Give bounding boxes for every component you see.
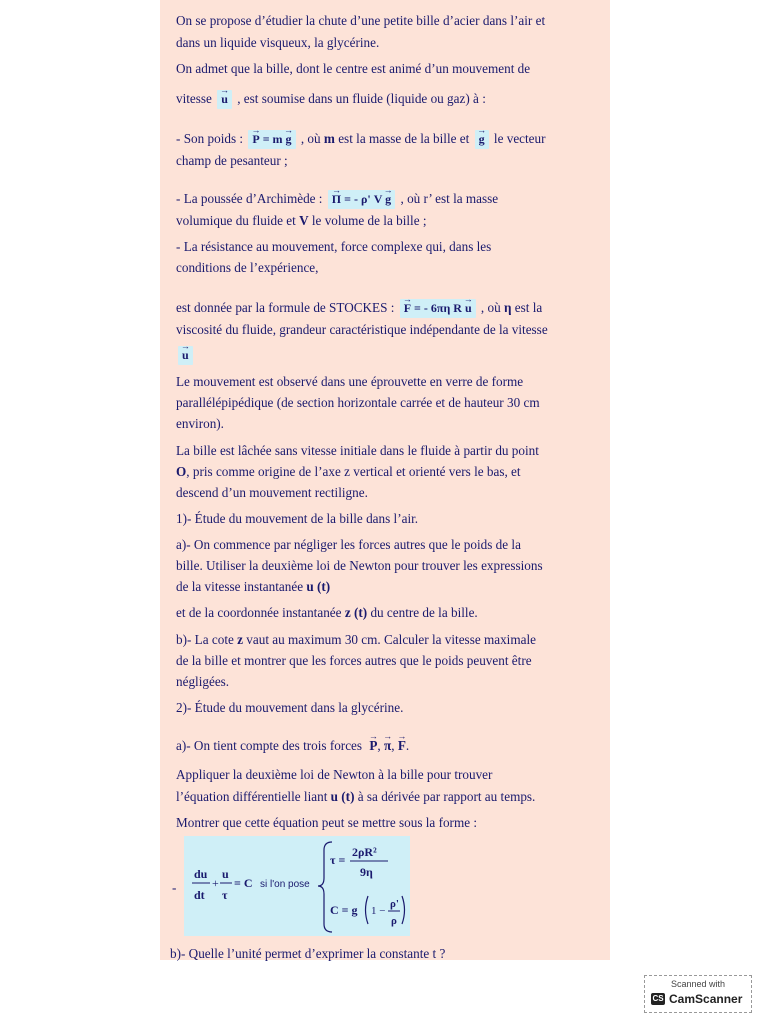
text-line: a)- On tient compte des trois forces → P, → π, → F. [176,737,409,754]
text-fragment: , où [480,300,501,315]
text-fragment: à sa dérivée par rapport au temps. [357,789,536,804]
c-one-minus: 1 − [371,905,386,917]
eq-equals-c: = C [234,876,253,890]
vector-pi: → π [384,737,391,754]
text-fragment: - La poussée d’Archimède : [176,191,323,206]
text-fragment: z [237,632,243,647]
text-line: b)- Quelle l’unité permet d’exprimer la constante t ? [170,946,446,961]
text-fragment: O [176,464,187,479]
text-fragment: vitesse [176,91,212,106]
text-fragment: le volume de la bille ; [311,213,427,228]
text-line [176,631,536,648]
text-fragment: l’équation différentielle liant [176,789,328,804]
text-fragment: b)- La cote [176,632,234,647]
c-numerator: ρ' [390,898,399,910]
camscanner-logo-icon: CS [652,994,664,1003]
eq-plus: + [212,876,219,890]
text-line: champ de pesanteur ; [176,153,288,168]
text-line: 2)- Étude du mouvement dans la glycérine. [176,700,404,715]
vector-g: → g [286,131,292,148]
vector-u: → u [465,300,472,317]
eq-dt: dt [194,888,205,902]
text-line: Montrer que cette équation peut se mettre sous la forme : [176,815,478,830]
text-line: 1)- Étude du mouvement de la bille dans l’air. [176,511,419,526]
eq-condition: si l'on pose [260,879,310,890]
camscanner-watermark [644,975,752,1013]
paren-left [366,896,369,924]
text-fragment: est la [514,300,543,315]
text-fragment: , est soumise dans un fluide (liquide ou gaz) à : [237,91,486,106]
text-fragment: , pris comme origine de l’axe z vertical et orienté vers le bas, et [186,464,521,479]
text-fragment: de la vitesse instantanée [176,579,304,594]
text-fragment: u (t) [330,789,355,804]
text-fragment: - Son poids : [176,131,244,146]
vector-u-formula [178,346,193,365]
tau-lhs: τ = [330,853,346,867]
text-line [176,190,498,209]
archimedes-formula [328,190,395,209]
text-fragment: V [299,213,309,228]
text-fragment: volumique du fluide et [176,213,296,228]
text-line: dans un liquide visqueux, la glycérine. [176,35,380,50]
weight-formula [248,130,295,149]
text-line: conditions de l’expérience, [176,260,319,275]
text-line: négligées. [176,674,230,689]
text-fragment: a)- On tient compte des trois forces [176,738,363,753]
text-fragment: et de la coordonnée instantanée [176,605,342,620]
vector-u: → u [221,91,228,108]
text-fragment: le vecteur [493,131,546,146]
text-fragment: m [323,131,335,146]
text-fragment: η [504,300,512,315]
eq-tau: τ [222,888,228,902]
text-line [176,299,542,318]
watermark-brand: CamScanner [669,992,743,1006]
text-line: de la bille et montrer que les forces autres que le poids peuvent être [176,653,532,668]
vector-g-formula [475,130,489,149]
vector-g: → g [385,191,391,208]
text-fragment: , où r’ est la masse [400,191,499,206]
text-line: descend d’un mouvement rectiligne. [176,485,368,500]
c-denominator: ρ [391,915,397,927]
eq-u: u [222,867,229,881]
stokes-formula [400,299,476,318]
text-line: a)- On commence par négliger les forces autres que le poids de la [176,537,521,552]
vector-Pi: → Π [332,191,341,208]
text-fragment: u (t) [306,579,331,594]
text-line: On se propose d’étudier la chute d’une petite bille d’acier dans l’air et [176,13,546,28]
vector-F: → F [404,300,411,317]
text-line [176,90,486,109]
tau-denominator: 9η [360,865,373,879]
text-line [176,788,535,805]
eq-dash: - [172,880,177,895]
formula-part: = - 6πη R [414,301,462,316]
differential-equation [184,836,410,936]
text-line: viscosité du fluide, grandeur caractéristique indépendante de la vitesse [176,322,548,337]
text-line: Appliquer la deuxième loi de Newton à la bille pour trouver [176,767,493,782]
vector-P: → P [252,131,259,148]
text-line [176,346,195,365]
tau-numerator: 2ρR² [352,845,377,859]
formula-part: = - ρ' V [344,192,383,207]
vector-u-formula [217,90,232,109]
watermark-caption: Scanned with [670,979,726,989]
text-line: Le mouvement est observé dans une éprouvette en verre de forme [176,374,524,389]
text-line: parallélépipédique (de section horizontale carrée et de hauteur 30 cm [176,395,540,410]
text-line [176,130,546,149]
text-fragment: du centre de la bille. [370,605,478,620]
differential-equation-box [184,836,410,936]
paren-right [402,896,405,924]
vector-g: → g [479,131,485,148]
text-line [176,604,478,621]
c-lhs: C = g [330,903,358,917]
text-line [176,578,330,595]
text-fragment: , où [300,131,321,146]
text-line: environ). [176,416,224,431]
text-line: - La résistance au mouvement, force complexe qui, dans les [176,239,492,254]
text-line: bille. Utiliser la deuxième loi de Newton pour trouver les expressions [176,558,543,573]
vector-P: → P [369,737,377,754]
text-line [176,463,521,480]
formula-part: = [262,132,273,147]
text-line: On admet que la bille, dont le centre est animé d’un mouvement de [176,61,531,76]
text-line [176,212,427,229]
text-line: La bille est lâchée sans vitesse initiale dans le fluide à partir du point [176,443,539,458]
text-fragment: z (t) [344,605,368,620]
vector-F: → F [398,737,406,754]
formula-part: m [272,132,283,147]
vector-u: → u [182,347,189,364]
text-fragment: vaut au maximum 30 cm. Calculer la vitesse maximale [246,632,536,647]
text-fragment: est la masse de la bille et [338,131,470,146]
text-fragment: est donnée par la formule de STOCKES : [176,300,395,315]
eq-du: du [194,867,208,881]
